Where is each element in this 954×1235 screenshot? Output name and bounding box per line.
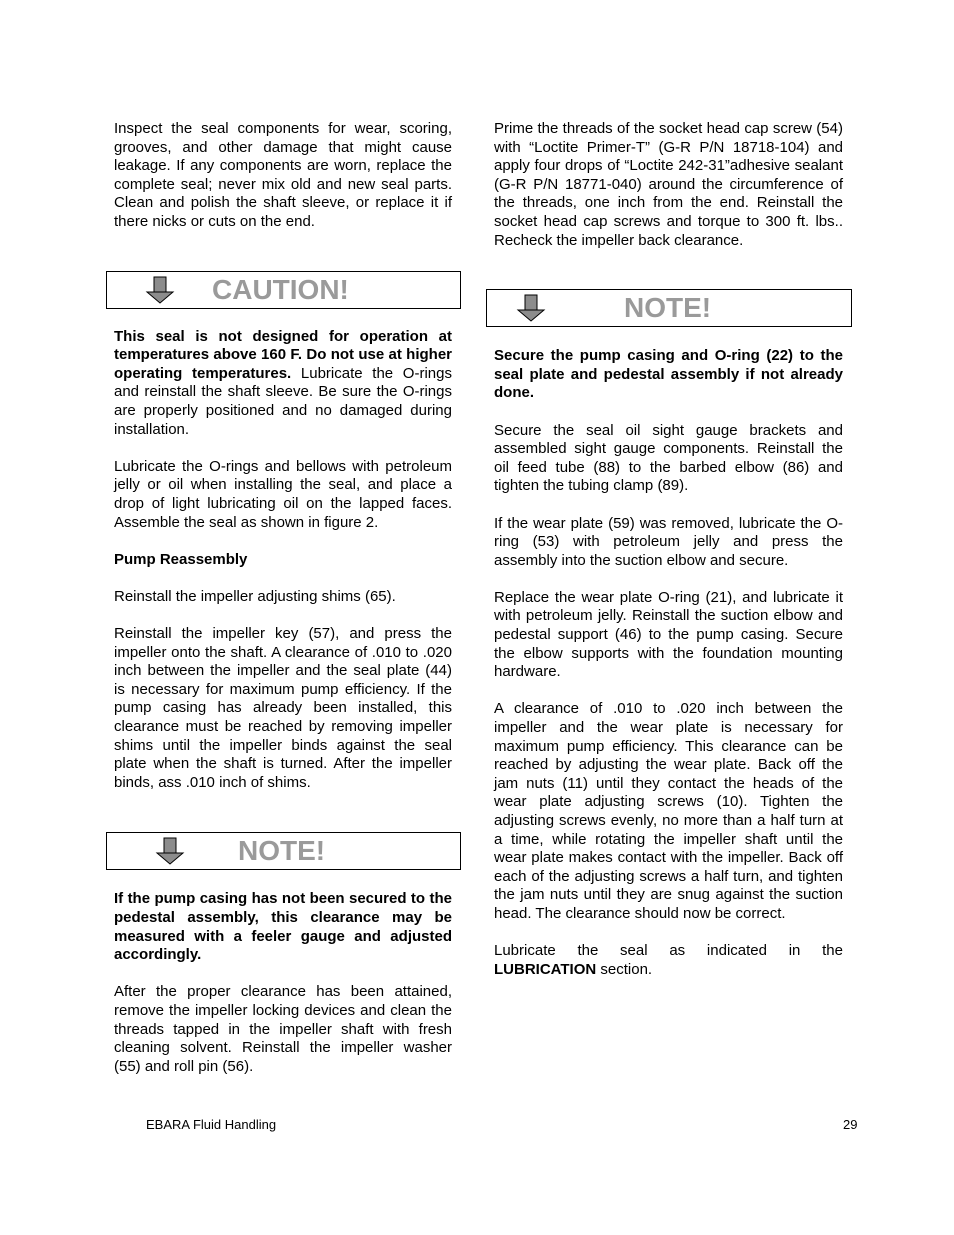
note-callout-left [106, 832, 461, 870]
pump-reassembly-heading: Pump Reassembly [114, 550, 248, 568]
left-column [114, 120, 452, 1095]
lube-text-pre: Lubricate the seal as indicated in the [494, 942, 843, 960]
sight-gauge-paragraph: Secure the seal oil sight gauge brackets and assembled sight gauge components. Reinstall the oil feed tube (88) to the barbed elbow (86) and tighten the tubing clamp (89). [494, 421, 843, 495]
wear-plate-paragraph: If the wear plate (59) was removed, lubricate the O-ring (53) with petroleum jelly and press the assembly into the suction elbow and secure. [494, 514, 843, 569]
shims-paragraph: Reinstall the impeller adjusting shims (65). [114, 587, 396, 605]
lubrication-section-ref: LUBRICATION [494, 960, 597, 978]
footer-company: EBARA Fluid Handling [146, 1117, 277, 1132]
prime-threads-paragraph: Prime the threads of the socket head cap screw (54) with “Loctite Primer-T” (G-R P/N 18718-104) and apply four drops of “Loctite 242-31”adhesive sealant (G-R P/N 18771-040) around the circumference of the threads, one inch from the end. Reinstall the socket head cap screws and torque to 300 ft. lbs.. Recheck the impeller back clearance. [494, 120, 843, 249]
page-number: 29 [843, 1117, 858, 1132]
replace-oring-paragraph: Replace the wear plate O-ring (21), and lubricate it with petroleum jelly. Reinstall the suction elbow and pedestal support (46) to the pump casing. Secure the elbow supports with the foundation mounting hardware. [494, 588, 843, 681]
after-clearance-paragraph: After the proper clearance has been attained, remove the impeller locking devices and clean the threads tapped in the impeller shaft with fresh cleaning solvent. Reinstall the impeller washer (55) and roll pin (56). [114, 983, 452, 1075]
lubricate-orings-paragraph: Lubricate the O-rings and bellows with petroleum jelly or oil when installing the seal, and place a drop of light lubricating oil on the lapped faces. Assemble the seal as shown in figure 2. [114, 457, 452, 531]
seal-inspection-paragraph: Inspect the seal components for wear, scoring, grooves, and other damage that might cause leakage. If any components are worn, replace the complete seal; never mix old and new seal parts. Clean and polish the shaft sleeve, or replace it if there nicks or cuts on the end. [114, 120, 452, 230]
caution-warning-bold: This seal is not designed for operation at temperatures above 160 F. Do not use at higher operating temperatures. [114, 327, 452, 382]
right-column [494, 120, 843, 998]
lubricate-seal-paragraph [494, 942, 843, 979]
secure-casing-paragraph: Secure the pump casing and O-ring (22) to the seal plate and pedestal assembly if not already done. [494, 347, 843, 402]
note-label: NOTE! [238, 835, 326, 867]
note-warning-paragraph: If the pump casing has not been secured to the pedestal assembly, this clearance may be measured with a feeler gauge and adjusted accordingly. [114, 890, 452, 964]
wear-clearance-paragraph: A clearance of .010 to .020 inch between the impeller and the wear plate is necessary for maximum pump efficiency. This clearance can be reached by adjusting the wear plate. Back off the jam nuts (11) until they contact the heads of the wear plate adjusting screws (10). Tighten the adjusting screws evenly, no more than a half turn at a time, while rotating the impeller shaft until the wear plate makes contact with the impeller. Back off each of the adjusting screws a half turn, and tighten the jam nuts until they are snug against the suction head. The clearance should now be correct. [494, 700, 843, 922]
caution-label: CAUTION! [212, 273, 349, 305]
lube-text-post: section. [596, 960, 653, 978]
note-label: NOTE! [624, 292, 712, 324]
note-callout-right [486, 289, 852, 327]
down-arrow-icon [516, 294, 546, 322]
caution-callout [106, 271, 461, 309]
caution-rest-text: Lubricate the O-rings and reinstall the shaft sleeve. Be sure the O-rings are properly positioned and no damaged during installation. [114, 364, 452, 438]
down-arrow-icon [155, 837, 185, 865]
down-arrow-icon [145, 276, 175, 304]
caution-paragraph [114, 328, 452, 440]
impeller-key-paragraph: Reinstall the impeller key (57), and press the impeller onto the shaft. A clearance of .010 to .020 inch between the impeller and the seal plate (44) is necessary for maximum pump efficiency. If the pump casing has already been installed, this clearance must be reached by removing impeller shims until the impeller binds against the seal plate when the shaft is turned. After the impeller binds, ass .010 inch of shims. [114, 625, 452, 791]
